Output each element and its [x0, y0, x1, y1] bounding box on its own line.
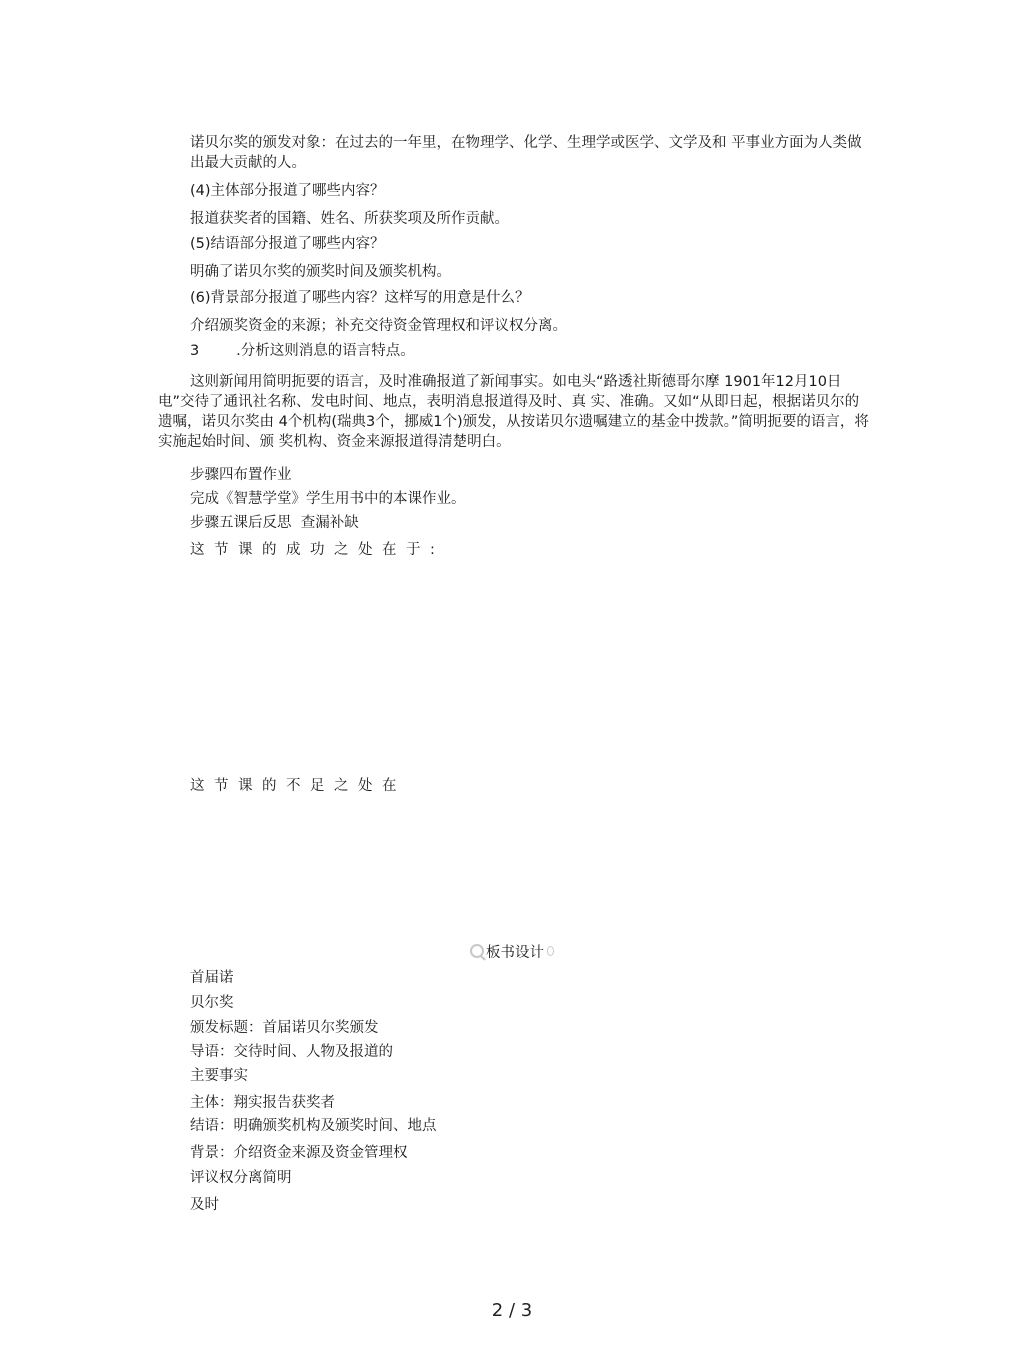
board-line: 及时 — [190, 1197, 219, 1213]
reflection-shortcoming: 这节课的不足之处在 — [190, 778, 406, 794]
board-design-heading — [470, 940, 554, 962]
item-3-heading: 3 .分析这则消息的语言特点。 — [190, 343, 415, 359]
answer-6: 介绍颁奖资金的来源；补充交待资金管理权和评议权分离。 — [190, 318, 567, 334]
step-5-heading: 步骤五课后反思 查漏补缺 — [190, 515, 359, 531]
board-line: 贝尔奖 — [190, 995, 234, 1011]
board-line: 首届诺 — [190, 970, 234, 986]
homework-text: 完成《智慧学堂》学生用书中的本课作业。 — [190, 491, 466, 507]
board-line: 颁发标题：首届诺贝尔奖颁发 — [190, 1020, 379, 1036]
board-line: 主要事实 — [190, 1068, 248, 1084]
question-6: (6)背景部分报道了哪些内容？这样写的用意是什么？ — [190, 290, 530, 306]
reflection-success: 这节课的成功之处在于: — [190, 542, 445, 558]
board-line: 结语：明确颁奖机构及颁奖时间、地点 — [190, 1118, 437, 1134]
magnifier-q-icon — [470, 944, 484, 958]
question-5: (5)结语部分报道了哪些内容？ — [190, 236, 385, 252]
board-design-title: 板书设计 — [486, 944, 544, 961]
question-4: (4)主体部分报道了哪些内容？ — [190, 183, 385, 199]
answer-4: 报道获奖者的国籍、姓名、所获奖项及所作贡献。 — [190, 211, 509, 227]
step-4-heading: 步骤四布置作业 — [190, 467, 292, 483]
board-line: 导语：交待时间、人物及报道的 — [190, 1044, 393, 1060]
circle-decoration-icon — [547, 946, 554, 956]
page-number: 2 / 3 — [491, 1300, 533, 1321]
board-line: 主体：翔实报告获奖者 — [190, 1095, 335, 1111]
answer-5: 明确了诺贝尔奖的颁奖时间及颁奖机构。 — [190, 264, 451, 280]
paragraph-language-analysis: 这则新闻用简明扼要的语言，及时准确报道了新闻事实。如电头“路透社斯德哥尔摩 1901年12月10日电”交待了通讯社名称、发电时间、地点，表明消息报道得及时、真 实、准确。又如“从即日起，根据诺贝尔的遗嘱，诺贝尔奖由 4个机构(瑞典3个，挪威1个)颁发，从按诺贝尔遗嘱建立的基金中拨款。”简明扼要的语言，将实施起始时间、颁 奖机构、资金来源报道得清楚明白。 — [158, 374, 869, 450]
board-line: 评议权分离简明 — [190, 1170, 292, 1186]
board-line: 背景：介绍资金来源及资金管理权 — [190, 1145, 408, 1161]
paragraph-award-recipients: 诺贝尔奖的颁发对象：在过去的一年里，在物理学、化学、生理学或医学、文学及和 平事业方面为人类做出最大贡献的人。 — [190, 135, 862, 171]
